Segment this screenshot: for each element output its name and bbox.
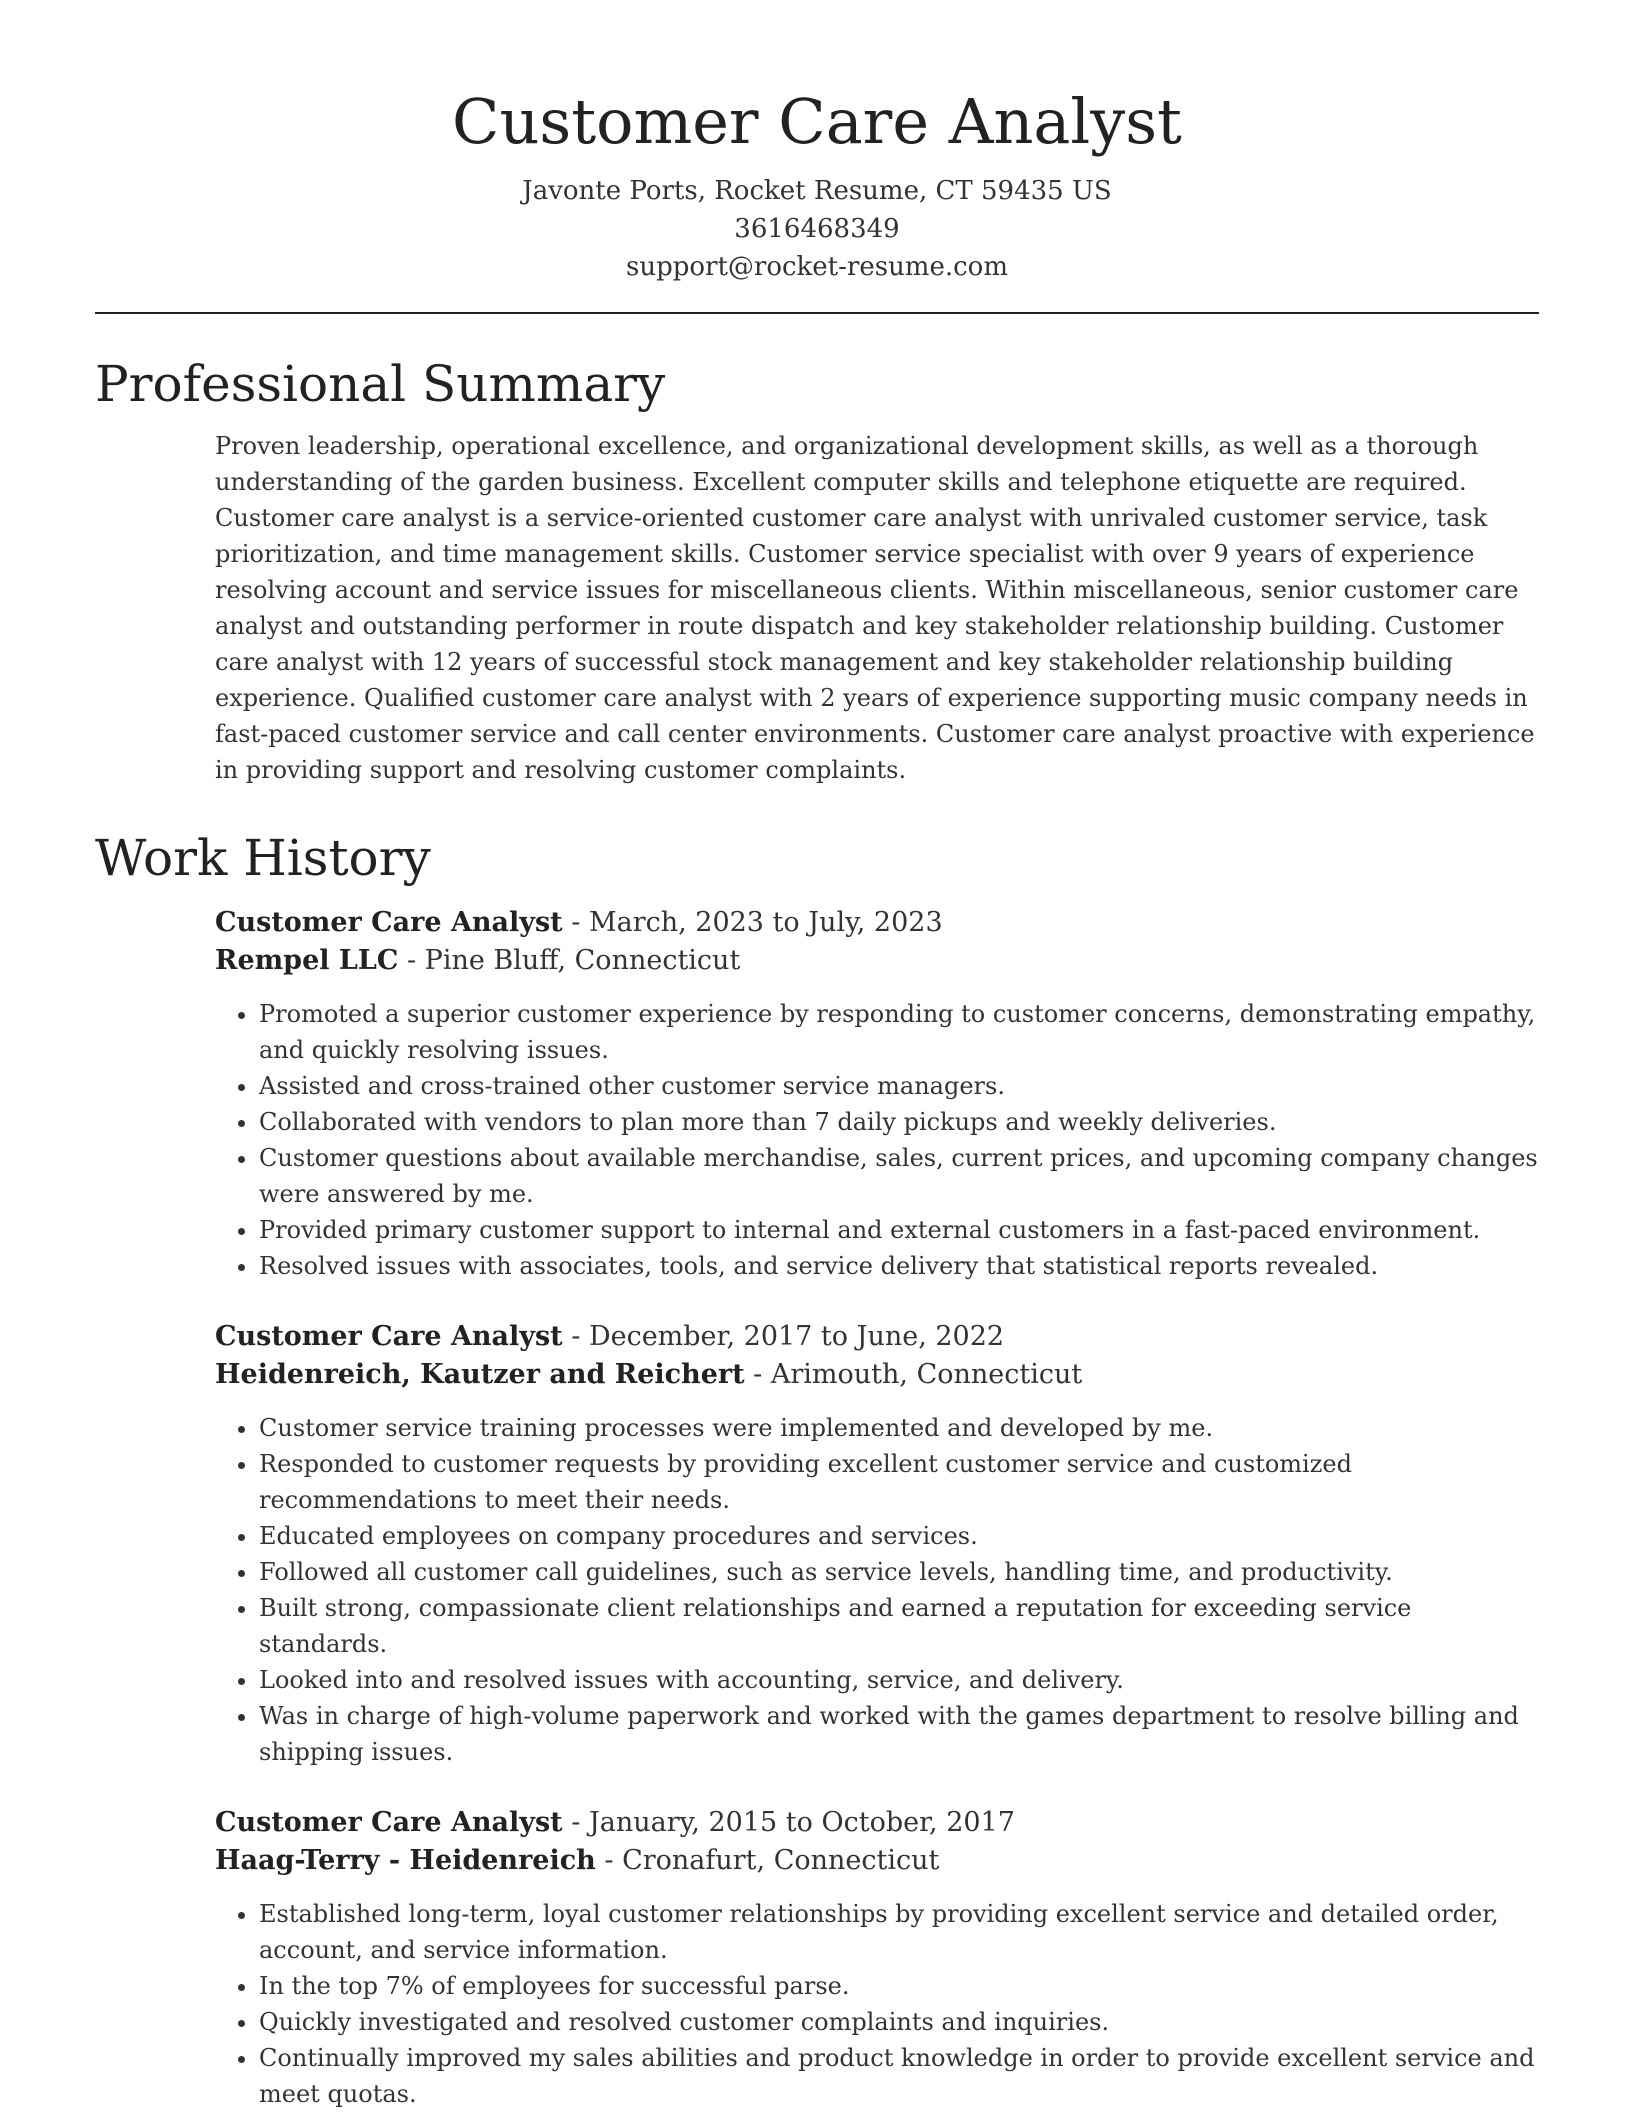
job-dates: - March, 2023 to July, 2023 xyxy=(562,907,943,938)
job-bullet: • Resolved issues with associates, tools, and service delivery that statistical reports revealed. xyxy=(259,1248,1539,1284)
job-location: - Cronafurt, Connecticut xyxy=(595,1845,940,1876)
job-bullet: • Customer questions about available merchandise, sales, current prices, and upcoming company changes were answered by me. xyxy=(259,1140,1539,1212)
job-company: Rempel LLC xyxy=(215,945,399,976)
contact-block xyxy=(95,172,1539,286)
job-bullet: • Responded to customer requests by providing excellent customer service and customized recommendations to meet their needs. xyxy=(259,1446,1539,1518)
contact-email: support@rocket-resume.com xyxy=(625,252,1008,282)
resume-page xyxy=(95,82,1539,2112)
job-bullets xyxy=(215,996,1539,1284)
summary-text: Proven leadership, operational excellence, and organizational development skills, as well as a thorough understanding of the garden business. Excellent computer skills and telephone etiquette are required. Customer care analyst is a service-oriented customer care analyst with unrivaled customer service, task prioritization, and time management skills. Customer service specialist with over 9 years of experience resolving account and service issues for miscellaneous clients. Within miscellaneous, senior customer care analyst and outstanding performer in route dispatch and key stakeholder relationship building. Customer care analyst with 12 years of successful stock management and key stakeholder relationship building experience. Qualified customer care analyst with 2 years of experience supporting music company needs in fast-paced customer service and call center environments. Customer care analyst proactive with experience in providing support and resolving customer complaints. xyxy=(215,432,1535,784)
job-entry xyxy=(215,1804,1539,2112)
job-bullets xyxy=(215,1410,1539,1770)
job-company-line xyxy=(215,1842,1539,1880)
contact-phone: 3616468349 xyxy=(734,214,900,244)
job-bullet: • Provided primary customer support to internal and external customers in a fast-paced environment. xyxy=(259,1212,1539,1248)
job-location: - Arimouth, Connecticut xyxy=(744,1359,1083,1390)
job-company-line xyxy=(215,942,1539,980)
job-bullet: • Followed all customer call guidelines, such as service levels, handling time, and productivity. xyxy=(259,1554,1539,1590)
job-location: - Pine Bluff, Connecticut xyxy=(398,945,741,976)
job-title-line xyxy=(215,1318,1539,1356)
job-title: Customer Care Analyst xyxy=(215,1807,563,1838)
job-company: Heidenreich, Kautzer and Reichert xyxy=(215,1359,745,1390)
job-bullet: • Looked into and resolved issues with accounting, service, and delivery. xyxy=(259,1662,1539,1698)
job-bullet: • Was in charge of high-volume paperwork and worked with the games department to resolve billing and shipping issues. xyxy=(259,1698,1539,1770)
resume-title: Customer Care Analyst xyxy=(452,85,1182,158)
job-title-line xyxy=(215,904,1539,942)
job-title: Customer Care Analyst xyxy=(215,907,563,938)
contact-address: Javonte Ports, Rocket Resume, CT 59435 US xyxy=(522,176,1112,206)
job-company: Haag-Terry - Heidenreich xyxy=(215,1845,596,1876)
job-entry xyxy=(215,904,1539,1284)
header-divider xyxy=(95,312,1539,314)
job-bullet: • Quickly investigated and resolved customer complaints and inquiries. xyxy=(259,2004,1539,2040)
job-bullet: • Continually improved my sales abilities and product knowledge in order to provide excellent service and meet quotas. xyxy=(259,2040,1539,2112)
job-bullet: • In the top 7% of employees for successful parse. xyxy=(259,1968,1539,2004)
job-title: Customer Care Analyst xyxy=(215,1321,563,1352)
job-bullet: • Collaborated with vendors to plan more than 7 daily pickups and weekly deliveries. xyxy=(259,1104,1539,1140)
work-history-heading: Work History xyxy=(95,829,431,887)
job-bullet: • Established long-term, loyal customer relationships by providing excellent service and detailed order, account, and service information. xyxy=(259,1896,1539,1968)
summary-heading: Professional Summary xyxy=(95,355,666,413)
job-bullets xyxy=(215,1896,1539,2112)
job-bullet: • Promoted a superior customer experience by responding to customer concerns, demonstrating empathy, and quickly resolving issues. xyxy=(259,996,1539,1068)
job-entry xyxy=(215,1318,1539,1770)
job-bullet: • Customer service training processes were implemented and developed by me. xyxy=(259,1410,1539,1446)
job-company-line xyxy=(215,1356,1539,1394)
job-dates: - December, 2017 to June, 2022 xyxy=(562,1321,1005,1352)
job-bullet: • Built strong, compassionate client relationships and earned a reputation for exceeding service standards. xyxy=(259,1590,1539,1662)
job-bullet: • Educated employees on company procedures and services. xyxy=(259,1518,1539,1554)
job-title-line xyxy=(215,1804,1539,1842)
job-bullet: • Assisted and cross-trained other customer service managers. xyxy=(259,1068,1539,1104)
job-dates: - January, 2015 to October, 2017 xyxy=(562,1807,1015,1838)
